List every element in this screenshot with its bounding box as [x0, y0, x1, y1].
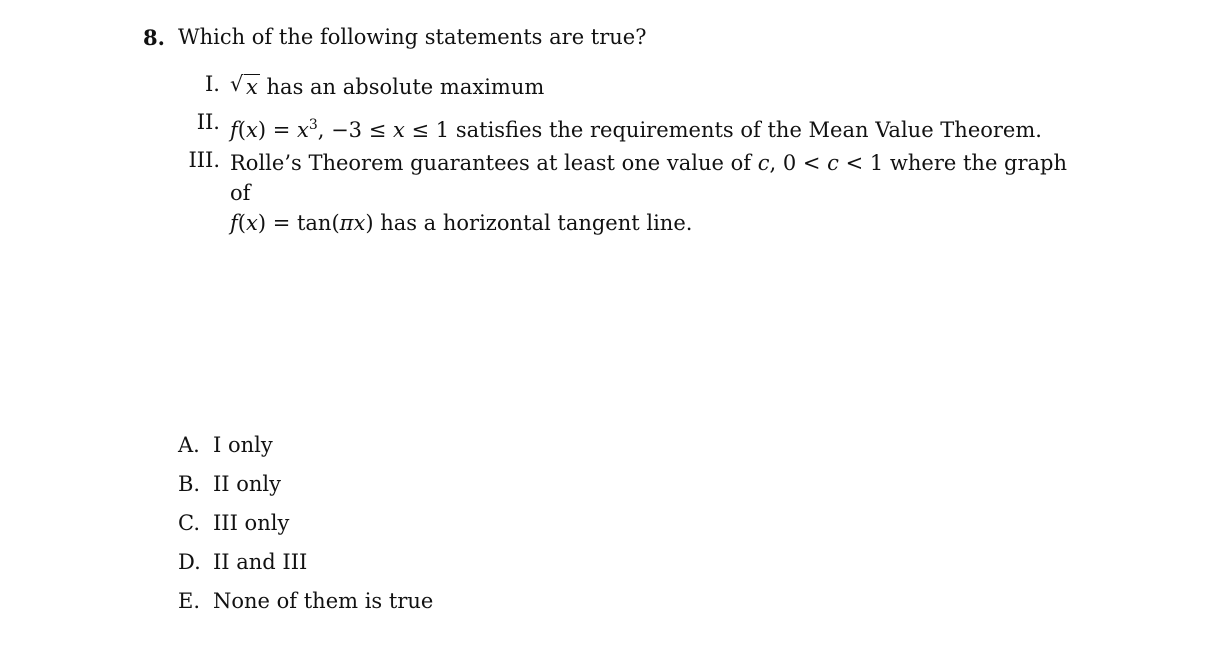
choice-e[interactable] [178, 586, 433, 625]
answer-choices [178, 430, 433, 625]
choice-text: II only [213, 472, 282, 496]
question-text: Which of the following statements are true? [178, 25, 647, 49]
choice-letter: D. [178, 550, 201, 574]
choice-text: II and III [213, 550, 308, 574]
statement-body: $f(x) = x^3$, −3 ≤ x ≤ 1 satisfies the requirements of the Mean Value Theorem. [230, 117, 1042, 142]
choice-a[interactable] [178, 430, 433, 469]
question-number: 8. [143, 25, 165, 50]
statement-label: III. [188, 148, 220, 172]
sqrt-expression: √ x [230, 72, 260, 102]
choice-letter: E. [178, 589, 201, 613]
choice-letter: B. [178, 472, 201, 496]
statement-label: I. [205, 72, 220, 96]
statement-3 [180, 148, 1080, 238]
statement-2 [180, 110, 1080, 145]
statement-body: √ x has an absolute maximum [230, 72, 1080, 102]
statement-body: Rolle’s Theorem guarantees at least one value of c, 0 < c < 1 where the graph of f(x) = tan(πx) has a horizontal tangent line. [230, 151, 1068, 235]
statement-1 [180, 72, 1080, 102]
choice-text: III only [213, 511, 290, 535]
choice-text: I only [213, 433, 273, 457]
choice-letter: C. [178, 511, 200, 535]
choice-d[interactable] [178, 547, 433, 586]
choice-b[interactable] [178, 469, 433, 508]
choice-c[interactable] [178, 508, 433, 547]
statement-label: II. [196, 110, 220, 134]
choice-text: None of them is true [213, 589, 434, 613]
choice-letter: A. [178, 433, 200, 457]
